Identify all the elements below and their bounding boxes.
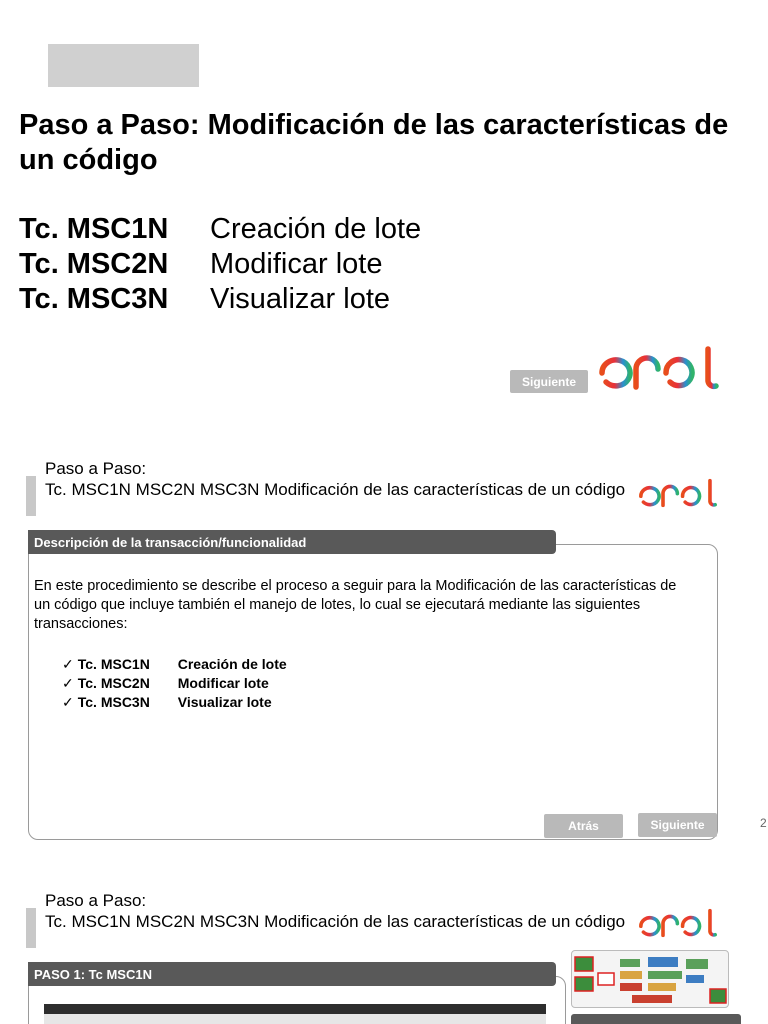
checklist-item: ✓ Tc. MSC2N Modificar lote (62, 675, 269, 691)
header-accent-bar (26, 908, 36, 948)
enel-logo-icon (636, 908, 720, 938)
transaction-label: Creación de lote (210, 213, 422, 245)
header-text (45, 890, 655, 932)
header-line-1: Paso a Paso: (45, 459, 147, 478)
process-diagram-thumbnail (571, 950, 729, 1008)
enel-logo-icon (636, 478, 720, 508)
header-text (45, 458, 655, 500)
thumbnail-caption-bar (571, 1014, 741, 1024)
transaction-row (19, 212, 421, 247)
checklist-item: ✓ Tc. MSC3N Visualizar lote (62, 694, 272, 710)
transaction-checklist (62, 655, 287, 712)
checklist-item: ✓ Tc. MSC1N Creación de lote (62, 656, 287, 672)
back-button[interactable]: Atrás (544, 814, 623, 838)
section-title: Descripción de la transacción/funcionalidad (28, 530, 556, 554)
check-icon: ✓ (62, 675, 74, 691)
header-line-1: Paso a Paso: (45, 891, 147, 910)
next-button[interactable]: Siguiente (510, 370, 588, 393)
section-title: PASO 1: Tc MSC1N (28, 962, 556, 986)
transaction-label: Visualizar lote (210, 283, 391, 315)
sap-toolbar-strip (44, 1014, 546, 1024)
diagram-thumbnail-icon (572, 951, 729, 1008)
title-placeholder-block (48, 44, 199, 87)
check-icon: ✓ (62, 694, 74, 710)
header-accent-bar (26, 476, 36, 516)
next-button[interactable]: Siguiente (638, 813, 717, 837)
transaction-list (19, 212, 421, 317)
transaction-code: Tc. MSC2N (19, 248, 169, 280)
description-text: En este procedimiento se describe el proceso a seguir para la Modificación de las características de un código que incluye también el manejo de lotes, lo cual se ejecutará mediante las siguientes transacciones: (34, 578, 677, 632)
header-line-2: Tc. MSC1N MSC2N MSC3N Modificación de las características de un código (45, 480, 626, 499)
transaction-code: Tc. MSC3N (19, 283, 169, 315)
enel-logo-icon (598, 345, 720, 391)
page-number: 2 (760, 816, 767, 830)
transaction-row (19, 247, 421, 282)
page-title: Paso a Paso: Modificación de las características de un código (19, 109, 729, 176)
check-icon: ✓ (62, 656, 74, 672)
header-line-2: Tc. MSC1N MSC2N MSC3N Modificación de las características de un código (45, 912, 626, 931)
transaction-label: Modificar lote (210, 248, 383, 280)
transaction-code: Tc. MSC1N (19, 213, 169, 245)
transaction-row (19, 282, 421, 317)
